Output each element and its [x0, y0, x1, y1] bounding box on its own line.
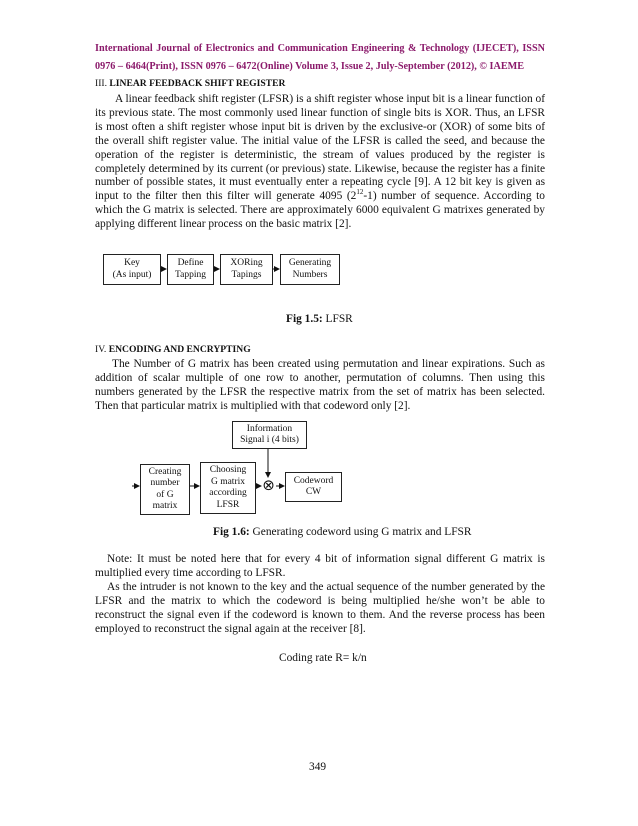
- section-3-text-a: A linear feedback shift register (LFSR) is a shift register whose input bit is a linear function of its previous state. The most commonly used linear function of single bits is XOR. Thus, an LFSR is most often a shift register whose input bit is driven by the exclusive-or (XOR) of some bits of the overall shift register value. The initial value of the LFSR is called the seed, and because the operation of the register is deterministic, the stream of values produced by the register is completely determined by its current (or previous) state. Likewise, because the register has a finite number of possible states, it must eventually enter a repeating cycle [9]. A 12 bit key is given as input to the filter then this filter will generate 4095 (2: [95, 93, 545, 203]
- section-3-text-b: -1) number of sequence. According to which the G matrix is selected. There are approximately 6000 equivalent G matrixes generated by applying different linear process on the basic matrix [2].: [95, 190, 545, 231]
- section-3-heading: [95, 78, 285, 89]
- fig16-caption-label: Fig 1.6:: [213, 526, 250, 538]
- fig15-key-box: Key (As input): [103, 254, 161, 285]
- journal-header-line1: International Journal of Electronics and Communication Engineering & Technology (IJECET), ISSN: [95, 43, 545, 54]
- fig15-generating-numbers-box: Generating Numbers: [280, 254, 340, 285]
- section-3-superscript: 12: [356, 188, 364, 197]
- multiply-icon: ⊗: [262, 476, 275, 494]
- section-3-number: III.: [95, 78, 107, 89]
- note-paragraph-2: [95, 581, 545, 637]
- section-4-title: ENCODING AND ENCRYPTING: [108, 344, 251, 355]
- fig15-caption-text: LFSR: [322, 313, 353, 325]
- section-3-title: LINEAR FEEDBACK SHIFT REGISTER: [109, 78, 286, 89]
- fig16-codeword-box: Codeword CW: [285, 472, 342, 502]
- fig16-caption-text: Generating codeword using G matrix and LFSR: [249, 526, 472, 538]
- fig16-choosing-g-matrix-box: Choosing G matrix according LFSR: [200, 462, 256, 514]
- fig16-creating-number-box: Creating number of G matrix: [140, 464, 190, 515]
- note-paragraph-1: [95, 553, 545, 581]
- page-number: 349: [309, 761, 327, 773]
- fig15-define-tapping-box: Define Tapping: [167, 254, 214, 285]
- fig16-caption: [213, 526, 471, 538]
- coding-rate-equation: Coding rate R= k/n: [279, 652, 367, 664]
- section-4-number: IV.: [95, 344, 107, 355]
- section-4-text: The Number of G matrix has been created using permutation and linear expirations. Such as addition of scalar multiple of one row to another, permutation of columns. Then using this numbers generated by the LFSR the respective matrix from the set of matrix has been selected. Then that particular matrix is multiplied with that codeword only [2].: [95, 358, 545, 412]
- fig15-xoring-box: XORing Tapings: [220, 254, 273, 285]
- fig16-information-signal-box: Information Signal i (4 bits): [232, 421, 307, 449]
- note-text-1: Note: It must be noted here that for every 4 bit of information signal different G matrix is multiplied every time according to LFSR.: [95, 553, 545, 579]
- note-text-2: As the intruder is not known to the key and the actual sequence of the number generated by the LFSR and the matrix to which the codeword is being multiplied he/she won’t be able to reconstruct the signal even if the codeword is known to them. And the reverse process has been employed to reconstruct the signal again at the receiver [8].: [95, 581, 545, 635]
- fig15-caption-label: Fig 1.5:: [286, 313, 323, 325]
- fig15-caption: [286, 313, 353, 325]
- section-4-heading: [95, 344, 251, 355]
- section-3-paragraph: [95, 93, 545, 232]
- journal-header-line2: 0976 – 6464(Print), ISSN 0976 – 6472(Online) Volume 3, Issue 2, July-September (2012), © IAEME: [95, 61, 525, 72]
- section-4-paragraph: [95, 358, 545, 414]
